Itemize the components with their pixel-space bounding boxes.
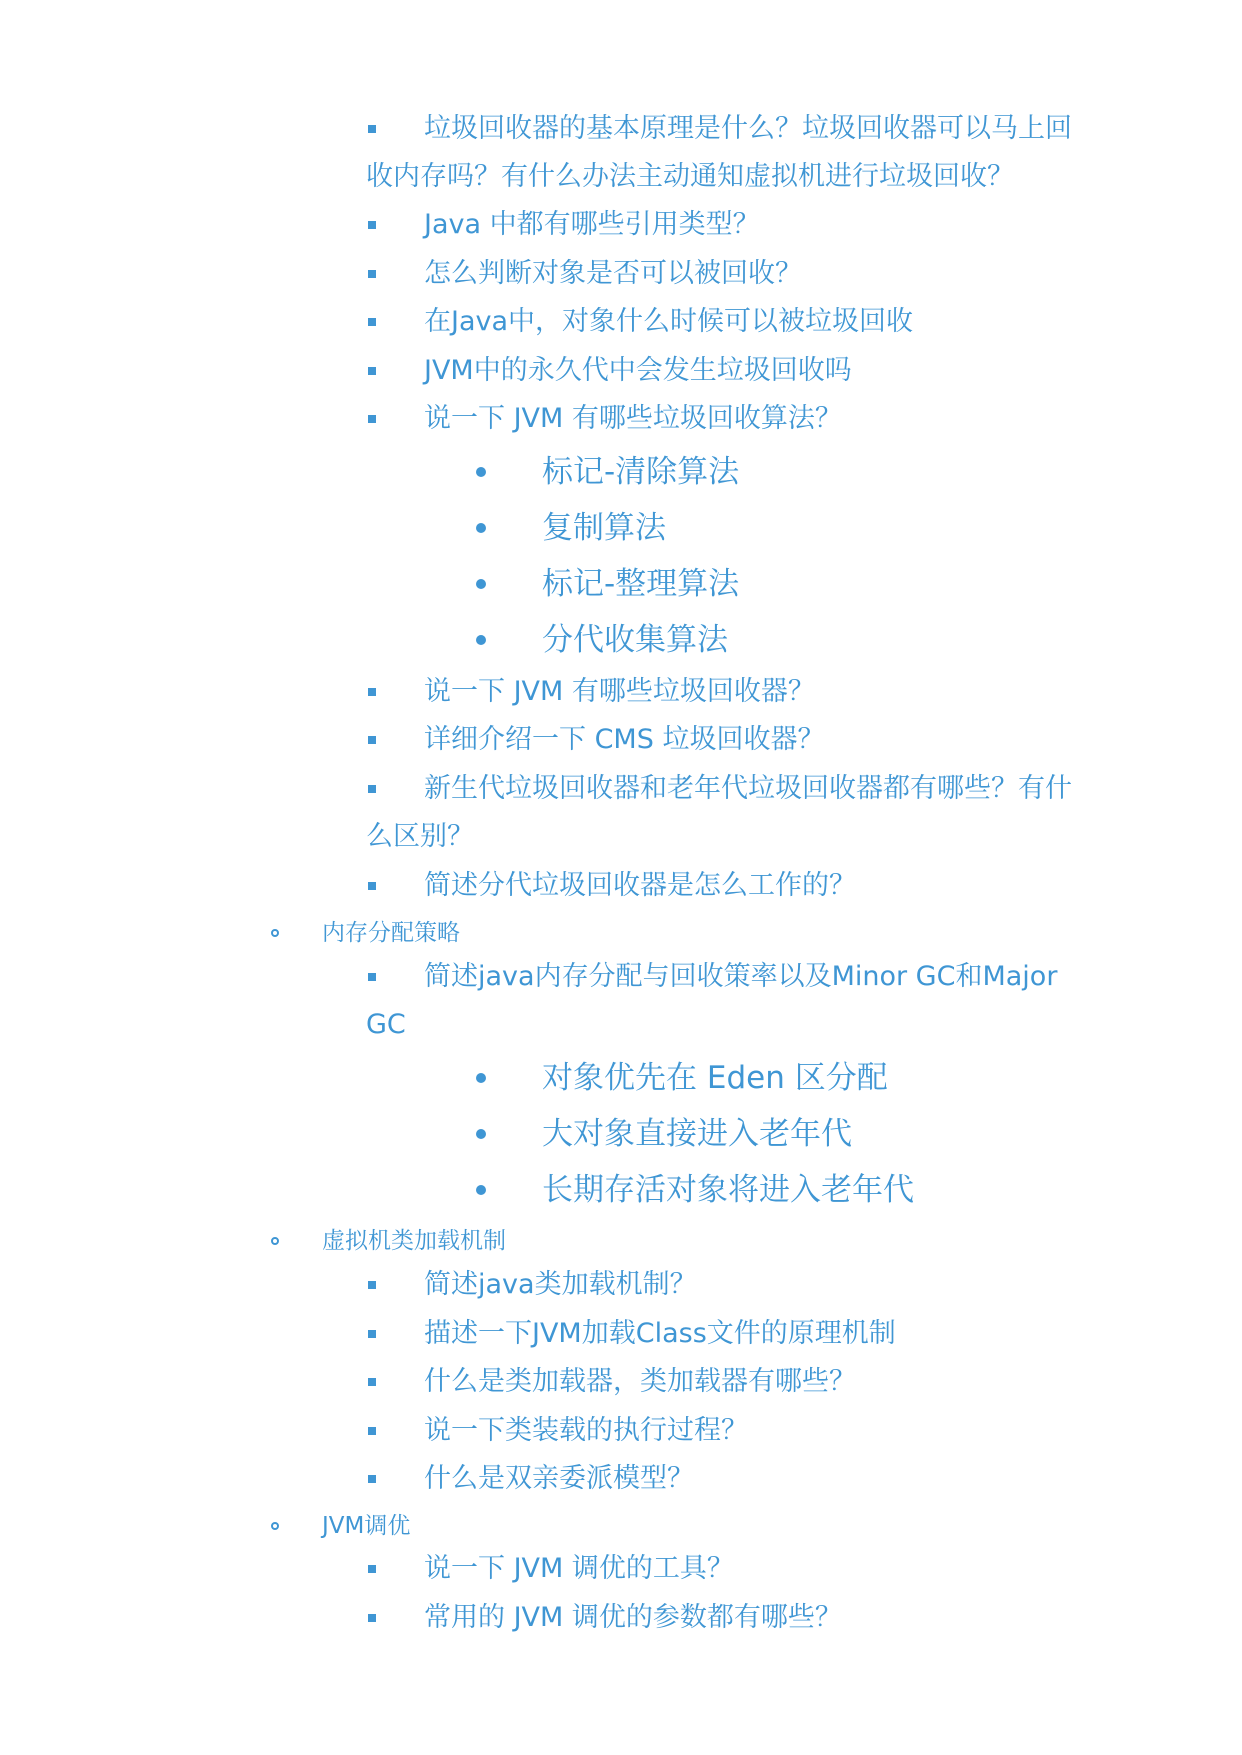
square-bullet-icon <box>368 785 376 793</box>
square-bullet-icon <box>368 1378 376 1386</box>
section-heading: JVM调优 <box>322 1513 411 1539</box>
list-item-continuation: GC <box>366 1009 406 1040</box>
list-item: 简述分代垃圾回收器是怎么工作的？ <box>424 870 856 901</box>
list-item: JVM中的永久代中会发生垃圾回收吗 <box>424 355 852 386</box>
dot-bullet-icon <box>476 467 486 477</box>
list-item: 描述一下JVM加载Class文件的原理机制 <box>424 1318 896 1349</box>
list-item-continuation: 么区别？ <box>366 821 474 852</box>
dot-bullet-icon <box>476 523 486 533</box>
allocation-point: 大对象直接进入老年代 <box>542 1116 852 1152</box>
dot-bullet-icon <box>476 1185 486 1195</box>
square-bullet-icon <box>368 221 376 229</box>
square-bullet-icon <box>368 688 376 696</box>
square-bullet-icon <box>368 415 376 423</box>
allocation-point: 对象优先在 Eden 区分配 <box>542 1060 888 1096</box>
dot-bullet-icon <box>476 1073 486 1083</box>
allocation-point: 长期存活对象将进入老年代 <box>542 1172 914 1208</box>
ring-bullet-icon <box>271 1522 279 1530</box>
list-item: 说一下 JVM 调优的工具？ <box>424 1553 734 1584</box>
ring-bullet-icon <box>271 1237 279 1245</box>
list-item: 常用的 JVM 调优的参数都有哪些？ <box>424 1602 842 1633</box>
dot-bullet-icon <box>476 635 486 645</box>
list-item: 简述java内存分配与回收策率以及Minor GC和Major <box>424 961 1058 992</box>
list-item: 在Java中，对象什么时候可以被垃圾回收 <box>424 306 914 337</box>
dot-bullet-icon <box>476 579 486 589</box>
square-bullet-icon <box>368 973 376 981</box>
section-heading: 内存分配策略 <box>322 920 460 946</box>
list-item: 说一下 JVM 有哪些垃圾回收器？ <box>424 676 815 707</box>
list-item: 垃圾回收器的基本原理是什么？垃圾回收器可以马上回 <box>424 113 1072 144</box>
square-bullet-icon <box>368 125 376 133</box>
list-item: 什么是双亲委派模型？ <box>424 1463 694 1494</box>
list-item: 详细介绍一下 CMS 垃圾回收器？ <box>424 724 825 755</box>
ring-bullet-icon <box>271 929 279 937</box>
square-bullet-icon <box>368 318 376 326</box>
algorithm-item: 复制算法 <box>542 510 666 546</box>
section-heading: 虚拟机类加载机制 <box>322 1228 506 1254</box>
square-bullet-icon <box>368 1614 376 1622</box>
square-bullet-icon <box>368 1330 376 1338</box>
square-bullet-icon <box>368 1427 376 1435</box>
list-item: 怎么判断对象是否可以被回收？ <box>424 258 802 289</box>
square-bullet-icon <box>368 270 376 278</box>
algorithm-item: 分代收集算法 <box>542 622 728 658</box>
square-bullet-icon <box>368 1281 376 1289</box>
square-bullet-icon <box>368 882 376 890</box>
list-item: Java 中都有哪些引用类型？ <box>424 209 760 240</box>
algorithm-item: 标记-整理算法 <box>542 566 740 602</box>
list-item: 说一下 JVM 有哪些垃圾回收算法？ <box>424 403 842 434</box>
list-item: 什么是类加载器，类加载器有哪些？ <box>424 1366 856 1397</box>
algorithm-item: 标记-清除算法 <box>542 454 740 490</box>
list-item: 新生代垃圾回收器和老年代垃圾回收器都有哪些？有什 <box>424 773 1072 804</box>
list-item: 说一下类装载的执行过程？ <box>424 1415 748 1446</box>
list-item: 简述java类加载机制？ <box>424 1269 697 1300</box>
square-bullet-icon <box>368 1565 376 1573</box>
square-bullet-icon <box>368 1475 376 1483</box>
square-bullet-icon <box>368 736 376 744</box>
square-bullet-icon <box>368 367 376 375</box>
dot-bullet-icon <box>476 1129 486 1139</box>
list-item-continuation: 收内存吗？有什么办法主动通知虚拟机进行垃圾回收？ <box>366 161 1014 192</box>
